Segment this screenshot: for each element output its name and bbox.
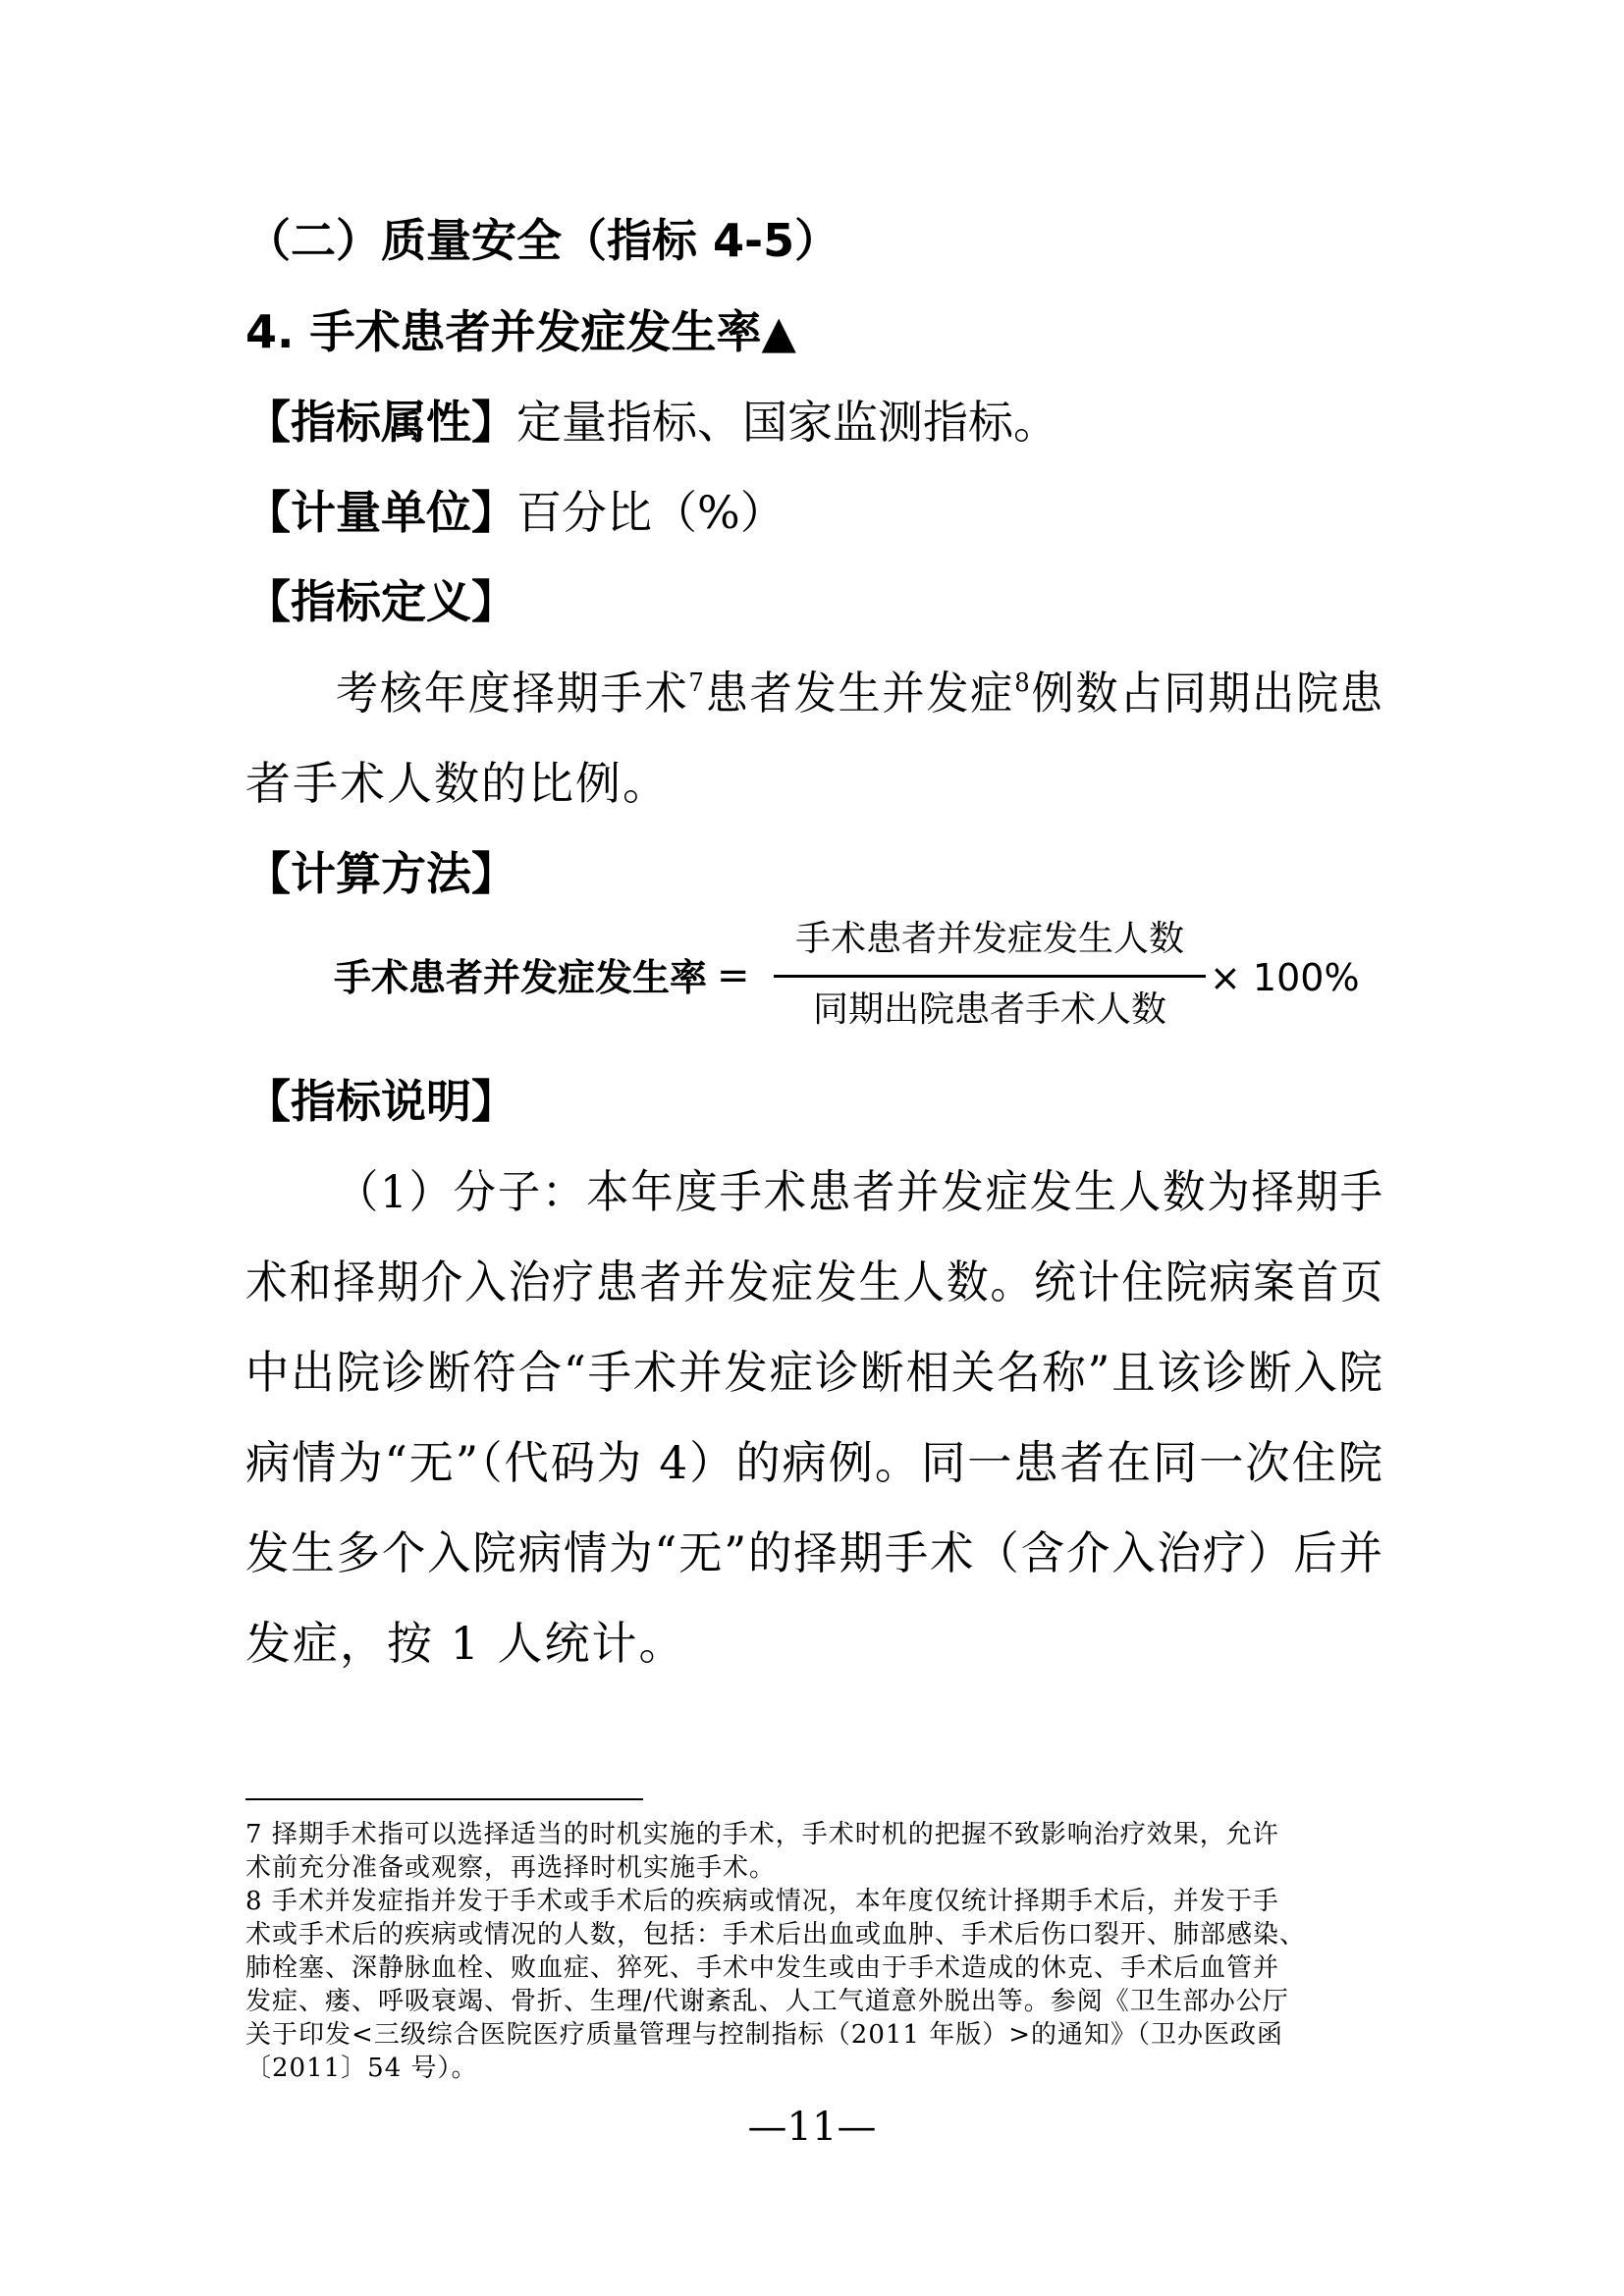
explanation-line: 术和择期介入治疗患者并发症发生人数。统计住院病案首页 [245, 1255, 1385, 1308]
formula [334, 908, 1360, 1045]
definition-text-b: 患者发生并发症 [705, 667, 1015, 720]
explanation-line: 中出院诊断符合“手术并发症诊断相关名称”且该诊断入院 [245, 1346, 1384, 1399]
definition-text-a: 考核年度择期手术 [336, 667, 689, 720]
explanation-line: 发生多个入院病情为“无”的择期手术（含介入治疗）后并 [245, 1526, 1384, 1579]
explanation-line: 病情为“无”（代码为 4）的病例。同一患者在同一次住院 [245, 1436, 1384, 1489]
definition-label: 【指标定义】 [245, 575, 516, 628]
definition-text-c: 例数占同期出院患 [1031, 667, 1384, 720]
fraction-bar [774, 975, 1206, 978]
footnote-line: 7 择期手术指可以选择适当的时机实施的手术，手术时机的把握不致影响治疗效果，允许 [245, 1820, 1279, 1849]
unit-label: 【计量单位】 [245, 486, 516, 539]
section-heading: （二）质量安全（指标 4-5） [245, 214, 840, 267]
attributes-value: 定量指标、国家监测指标。 [516, 396, 1058, 449]
page-number: —11— [747, 2105, 877, 2150]
footnote-ref-8: 8 [1014, 668, 1032, 698]
footnote-line: 发症、瘘、呼吸衰竭、骨折、生理/代谢紊乱、人工气道意外脱出等。参阅《卫生部办公厅 [245, 1987, 1289, 2016]
formula-equals: = [717, 953, 750, 998]
explanation-line: 发症，按 1 人统计。 [245, 1617, 686, 1670]
formula-numerator: 手术患者并发症发生人数 [794, 919, 1184, 959]
explanation-label: 【指标说明】 [245, 1075, 516, 1128]
attributes-label: 【指标属性】 [245, 396, 516, 449]
formula-fraction [774, 908, 1206, 1045]
footnote-ref-7: 7 [688, 668, 706, 698]
footnote-divider [245, 1798, 643, 1800]
method-label: 【计算方法】 [245, 847, 516, 900]
explanation-line: （1）分子：本年度手术患者并发症发生人数为择期手 [336, 1165, 1384, 1218]
definition-line-1 [336, 664, 1384, 722]
footnote-line: 〔2011〕54 号）。 [245, 2054, 478, 2083]
footnote-line: 关于印发<三级综合医院医疗质量管理与控制指标（2011 年版）>的通知》（卫办医政函 [245, 2020, 1284, 2050]
formula-denominator: 同期出院患者手术人数 [812, 989, 1166, 1030]
formula-lhs: 手术患者并发症发生率 [334, 956, 708, 999]
attributes-row [245, 393, 1058, 452]
footnote-line: 术前充分准备或观察，再选择时机实施手术。 [245, 1853, 777, 1883]
footnote-line: 8 手术并发症指并发于手术或手术后的疾病或情况，本年度仅统计择期手术后，并发于手 [245, 1887, 1279, 1916]
unit-row [245, 483, 785, 542]
indicator-title: 4. 手术患者并发症发生率▲ [245, 305, 796, 358]
footnote-line: 术或手术后的疾病或情况的人数，包括：手术后出血或血肿、手术后伤口裂开、肺部感染、 [245, 1920, 1307, 1949]
unit-value: 百分比（%） [516, 486, 785, 539]
footnote-line: 肺栓塞、深静脉血栓、败血症、猝死、手术中发生或由于手术造成的休克、手术后血管并 [245, 1953, 1280, 1983]
definition-line-2: 者手术人数的比例。 [245, 757, 670, 810]
formula-multiplier: × 100% [1210, 956, 1360, 999]
